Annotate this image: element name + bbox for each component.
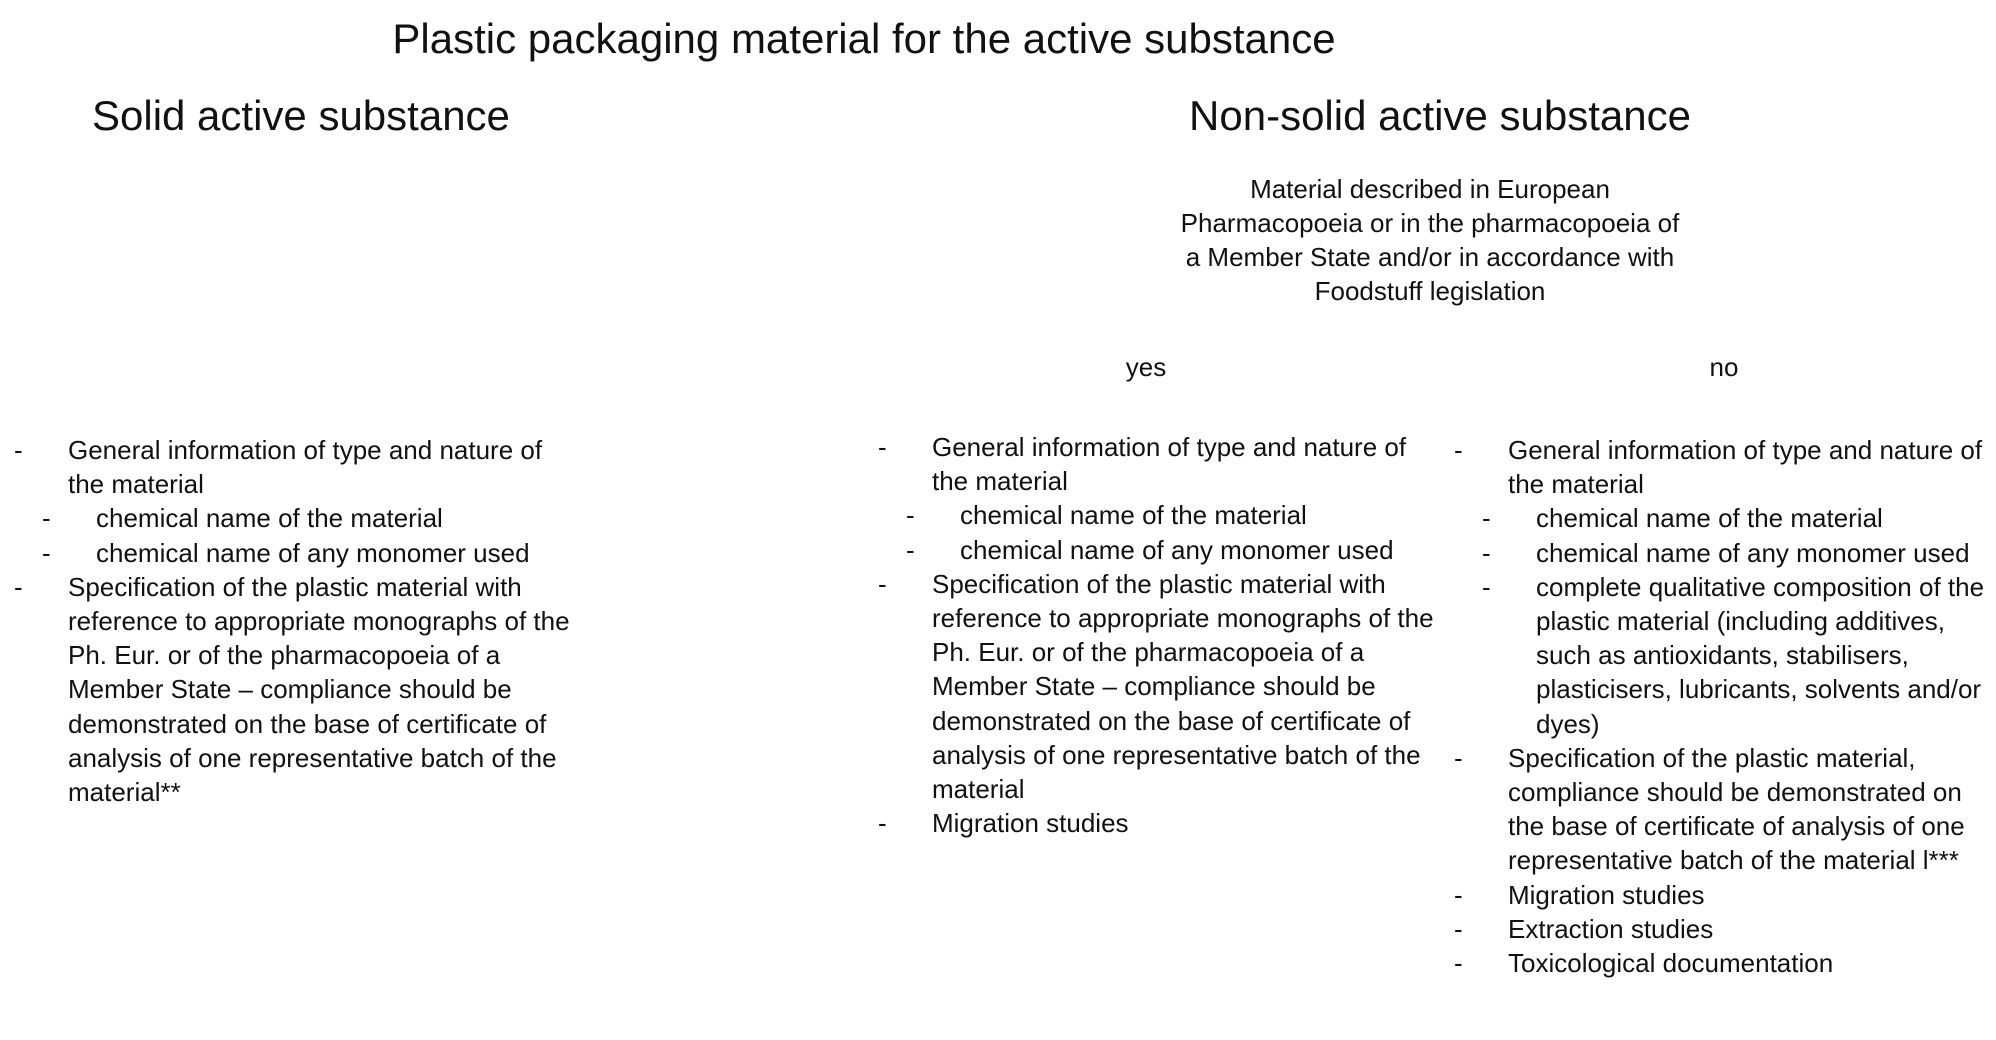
no-requirement-item: - Migration studies [1450,878,1996,912]
yes-requirement-subitem: - chemical name of any monomer used [874,533,1434,567]
no-requirement-item: - Specification of the plastic material, compliance should be demonstrated on the base of certificate of analysis of one representative batch of the material l*** [1450,741,1996,878]
solid-requirement-subitem: - chemical name of any monomer used [10,536,570,570]
solid-requirement-subitem: - chemical name of the material [10,501,570,535]
yes-requirement-subitem: - chemical name of the material [874,498,1434,532]
page-title: Plastic packaging material for the active substance [392,15,1336,62]
solid-requirements-list [10,433,570,809]
yes-requirement-item: - Migration studies [874,806,1434,840]
no-requirement-subitem: - chemical name of any monomer used [1450,536,1996,570]
solid-requirement-item: - General information of type and nature of the material [10,433,570,501]
solid-substance-heading: Solid active substance [92,92,510,139]
no-requirement-subitem: - chemical name of the material [1450,501,1996,535]
nonsolid-no-requirements-list [1450,433,1996,980]
pharmacopoeia-criterion: Material described in European Pharmacopoeia or in the pharmacopoeia of a Member State and/or in accordance with Foodstuff legislation [1180,174,1680,306]
no-requirement-subitem: - complete qualitative composition of the plastic material (including additives, such as antioxidants, stabilisers, plasticisers, lubricants, solvents and/or dyes) [1450,570,1996,741]
nonsolid-substance-heading: Non-solid active substance [1189,92,1691,139]
nonsolid-yes-requirements-list [874,430,1434,840]
no-requirement-item: - General information of type and nature of the material [1450,433,1996,501]
branch-no-label: no [1709,352,1739,382]
branch-yes-label: yes [1125,352,1167,382]
yes-requirement-item: - General information of type and nature of the material [874,430,1434,498]
yes-requirement-item: - Specification of the plastic material with reference to appropriate monographs of the Ph. Eur. or of the pharmacopoeia of a Member State – compliance should be demonstrated on the base of certificate of analysis of one representative batch of the material [874,567,1434,806]
solid-requirement-item: - Specification of the plastic material with reference to appropriate monographs of the Ph. Eur. or of the pharmacopoeia of a Member State – compliance should be demonstrated on the base of certificate of analysis of one representative batch of the material** [10,570,570,809]
no-requirement-item: - Extraction studies [1450,912,1996,946]
no-requirement-item: - Toxicological documentation [1450,946,1996,980]
